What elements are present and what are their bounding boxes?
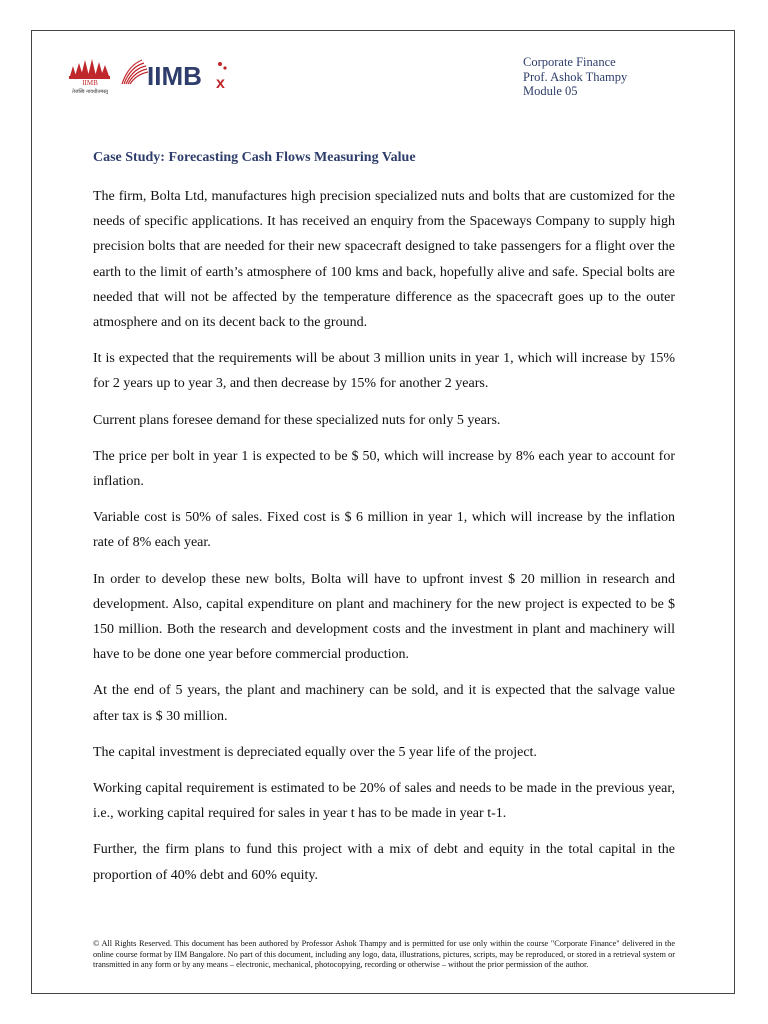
iimb-emblem-icon — [64, 54, 116, 94]
paragraph: Further, the firm plans to fund this project with a mix of debt and equity in the total capital in the proportion of 40% debt and 60% equity. — [93, 842, 675, 883]
logo-area — [64, 54, 234, 94]
copyright-footer: © All Rights Reserved. This document has been authored by Professor Ashok Thampy and is permitted for use only within the course "Corporate Finance" delivered in the online course format by IIM Bangalore. No part of this document, including any logo, data, illustrations, pictures, scripts, may be reproduced, or stored in a retrieval system or transmitted in any form or by any means – electronic, mechanical, photocopying, recording or otherwise – without the prior permission of the author. — [93, 939, 675, 970]
paragraph: It is expected that the requirements will be about 3 million units in year 1, which will increase by 15% for 2 years up to year 3, and then decrease by 15% for another 2 years. — [93, 351, 675, 392]
emblem-caption: IIMB — [82, 79, 98, 87]
paragraph: In order to develop these new bolts, Bolta will have to upfront invest $ 20 million in research and development. Also, capital expenditure on plant and machinery for the new project is expected to be $ 150 million. Both the research and development costs and the investment in plant and machinery will have to be done one year before commercial production. — [93, 571, 675, 663]
module-number: Module 05 — [523, 84, 578, 98]
paragraph: The price per bolt in year 1 is expected to be $ 50, which will increase by 8% each year to account for inflation. — [93, 448, 675, 490]
case-study-title: Case Study: Forecasting Cash Flows Measuring Value — [93, 150, 416, 165]
professor-name: Prof. Ashok Thampy — [523, 69, 628, 84]
paragraph: Variable cost is 50% of sales. Fixed cost is $ 6 million in year 1, which will increase by the inflation rate of 8% each year. — [93, 510, 675, 551]
course-header — [523, 55, 627, 99]
logo-text: IIMB — [147, 61, 202, 91]
course-name: Corporate Finance — [523, 55, 616, 69]
logo-x: x — [216, 75, 225, 92]
case-body — [93, 184, 675, 899]
paragraph: Current plans foresee demand for these specialized nuts for only 5 years. — [93, 412, 501, 428]
paragraph: Working capital requirement is estimated to be 20% of sales and needs to be made in the previous year, i.e., working capital required for sales in year t has to be made in year t-1. — [93, 781, 675, 822]
emblem-motto: तेजस्वि नावधीतमस्तु — [71, 89, 109, 94]
iimbx-logo-icon — [120, 54, 235, 94]
paragraph: The firm, Bolta Ltd, manufactures high precision specialized nuts and bolts that are customized for the needs of specific applications. It has received an enquiry from the Spaceways Company to supply high precision bolts that are needed for their new spacecraft designed to take passengers for a flight over the earth to the limit of earth’s atmosphere of 100 kms and back, hopefully alive and safe. Special bolts are needed that will not be affected by the temperature difference as the spacecraft goes up to the outer atmosphere and on its decent back to the ground. — [93, 189, 675, 331]
paragraph: The capital investment is depreciated equally over the 5 year life of the project. — [93, 744, 537, 760]
paragraph: At the end of 5 years, the plant and machinery can be sold, and it is expected that the salvage value after tax is $ 30 million. — [93, 683, 675, 724]
